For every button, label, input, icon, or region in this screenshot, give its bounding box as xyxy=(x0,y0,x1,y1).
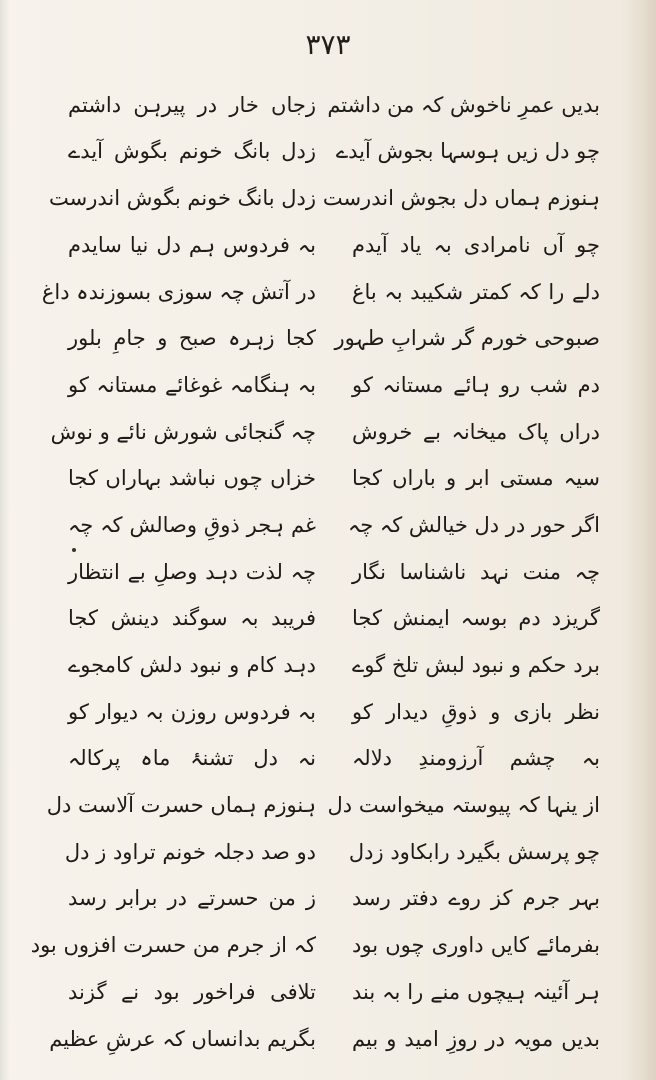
second-hemistich: زجاں خار در پیرہن داشتم xyxy=(68,92,316,117)
couplet-row xyxy=(66,689,606,736)
first-hemistich: اگر حور در دل خیالش کہ چہ xyxy=(347,512,600,537)
couplet-row xyxy=(66,362,606,409)
second-hemistich: کہ از جرم من حسرت افزوں بود xyxy=(30,933,316,958)
couplet-row xyxy=(66,876,606,923)
couplet-row xyxy=(66,969,606,1016)
first-hemistich: بفرمائے کایں داوری چوں بود xyxy=(352,933,600,958)
couplet-row xyxy=(66,596,606,643)
couplet-row xyxy=(66,222,606,269)
first-hemistich: ہنوزم ہماں دل بجوش اندرست xyxy=(322,186,600,211)
first-hemistich: بدیں عمرِ ناخوش کہ من داشتم xyxy=(327,92,600,117)
first-hemistich: دلے را کہ کمتر شکیبد بہ باغ xyxy=(352,279,600,304)
couplet-row xyxy=(66,549,606,596)
couplet-row xyxy=(66,129,606,176)
second-hemistich: خزاں چوں نباشد بہاراں کجا xyxy=(68,466,316,491)
second-hemistich: چہ گنجائی شورش نائے و نوش xyxy=(50,419,316,444)
second-hemistich: در آتش چہ سوزی بسوزندہ داغ xyxy=(41,279,316,304)
couplet-row xyxy=(66,736,606,783)
second-hemistich: نہ دل تشنۂ ماہ پرکالہ xyxy=(68,746,316,771)
second-hemistich: فریبد بہ سوگند دینش کجا xyxy=(68,606,316,631)
second-hemistich: غم ہجر ذوقِ وصالش کہ چہ xyxy=(68,512,316,537)
couplet-row xyxy=(66,642,606,689)
second-hemistich: ہنوزم ہماں حسرت آلاست دل xyxy=(46,793,316,818)
second-hemistich: بہ ہنگامہ غوغائے مستانہ کو xyxy=(68,372,316,397)
first-hemistich: بہ چشم آرزومندِ دلالہ xyxy=(352,746,600,771)
second-hemistich: زدل بانگ خونم بگوش اندرست xyxy=(49,186,316,211)
page-number: ۳۷۳ xyxy=(305,28,351,61)
second-hemistich: دہد کام و نبود دلش کامجوے xyxy=(68,653,316,677)
second-hemistich: ز من حسرتے در برابر رسد xyxy=(68,886,316,911)
first-hemistich: چو دل زیں ہوسہا بجوش آیدے xyxy=(335,139,600,164)
second-hemistich: چہ لذت دہد وصلِ بے انتظار xyxy=(68,559,316,584)
couplet-row xyxy=(46,782,606,829)
couplet-row xyxy=(41,269,606,316)
first-hemistich: نظر بازی و ذوقِ دیدار کو xyxy=(352,699,600,724)
couplet-row xyxy=(66,456,606,503)
first-hemistich: سیہ مستی ابر و باراں کجا xyxy=(352,466,600,491)
first-hemistich: چہ منت نہد ناشناسا نگار xyxy=(352,559,600,584)
first-hemistich: از ینہا کہ پیوستہ میخواست دل xyxy=(327,793,600,818)
couplet-row xyxy=(66,315,606,362)
first-hemistich: بدیں مویہ در روزِ امید و بیم xyxy=(352,1026,600,1051)
couplet-row xyxy=(66,502,606,549)
poem-body xyxy=(30,82,606,1062)
first-hemistich: بہر جرم کز روے دفتر رسد xyxy=(352,886,600,911)
page-spine-shadow xyxy=(0,0,10,1080)
second-hemistich: بہ فردوس ہم دل نیا سایدم xyxy=(68,232,316,257)
second-hemistich: بہ فردوس روزن بہ دیوار کو xyxy=(68,699,316,724)
first-hemistich: چو آں نامرادی بہ یاد آیدم xyxy=(352,232,600,257)
couplet-row xyxy=(30,922,606,969)
second-hemistich: تلافی فراخور بود نے گزند xyxy=(68,979,316,1004)
couplet-row xyxy=(66,82,606,129)
first-hemistich: صبوحی خورم گر شرابِ طہور xyxy=(334,326,600,351)
first-hemistich: دراں پاک میخانہ بے خروش xyxy=(352,419,600,444)
first-hemistich: دم شب رو ہائے مستانہ کو xyxy=(352,372,600,397)
ink-speck xyxy=(72,548,76,552)
page-edge xyxy=(622,0,656,1080)
couplet-row xyxy=(50,409,606,456)
couplet-row xyxy=(49,1016,606,1063)
first-hemistich: ہر آئینہ ہیچوں منے را بہ بند xyxy=(352,979,600,1004)
first-hemistich: چو پرسش بگیرد رابکاود زدل xyxy=(348,839,600,864)
second-hemistich: زدل بانگ خونم بگوش آیدے xyxy=(68,139,316,164)
first-hemistich: برد حکم و نبود لبش تلخ گوے xyxy=(352,653,600,677)
couplet-row xyxy=(49,175,606,222)
first-hemistich: گریزد دم بوسہ ایمنش کجا xyxy=(352,606,600,631)
couplet-row xyxy=(66,829,606,876)
second-hemistich: بگریم بدانساں کہ عرشِ عظیم xyxy=(49,1026,316,1051)
second-hemistich: کجا زہرہ صبح و جامِ بلور xyxy=(68,326,316,351)
second-hemistich: دو صد دجلہ خونم تراود ز دل xyxy=(64,839,316,864)
